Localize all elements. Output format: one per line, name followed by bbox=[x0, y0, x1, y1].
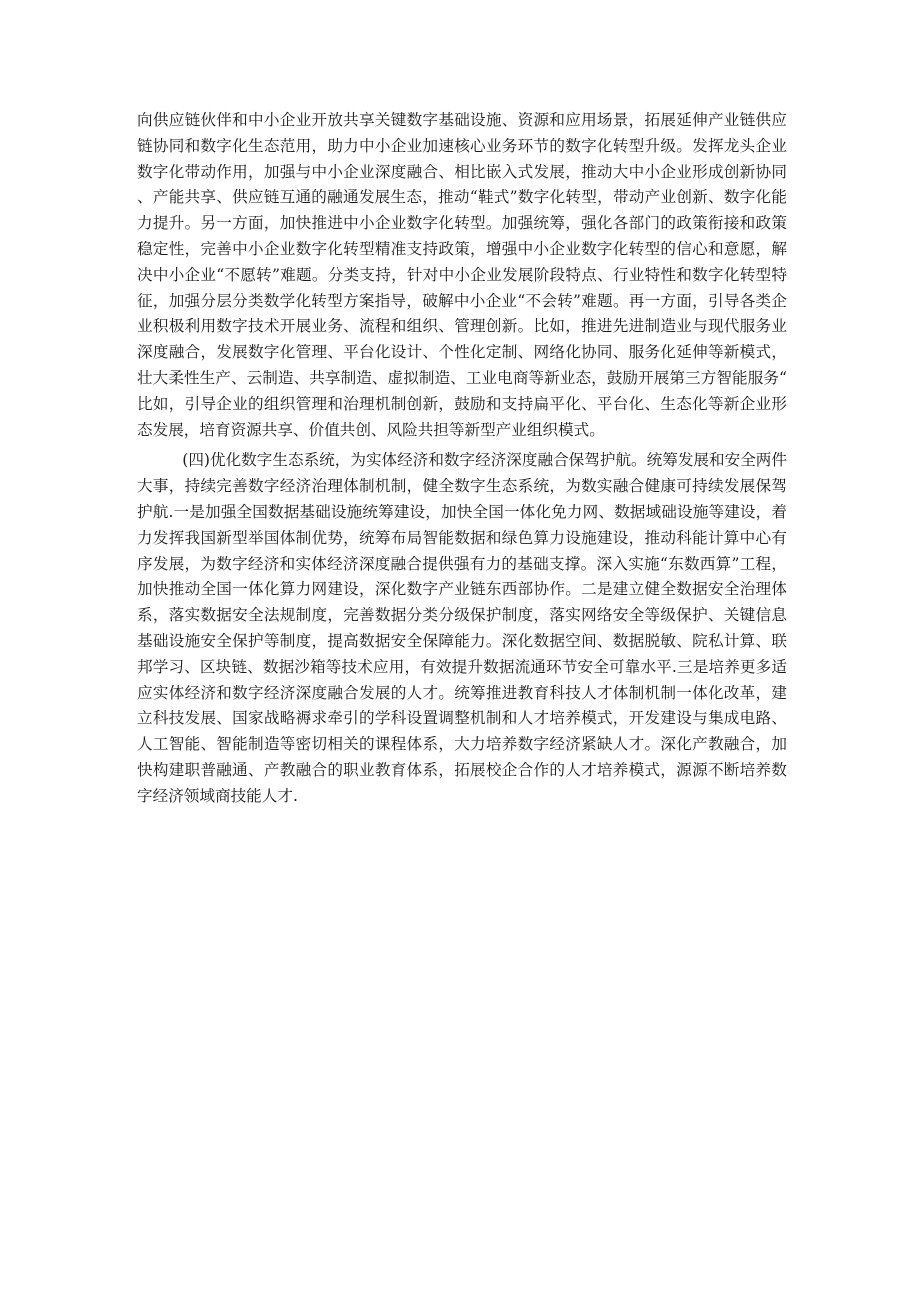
body-paragraph-continued: 向供应链伙伴和中小企业开放共享关键数字基础设施、资源和应用场景，拓展延伸产业链供应链协同和数字化生态范用，助力中小企业加速核心业务环节的数字化转型升级。发挥龙头企业数字化带动作用，加强与中小企业深度融合、相比嵌入式发展，推动大中小企业形成创新协同、产能共享、供应链互通的融通发展生态，推动“鞋式”数字化转型，带动产业创新、数字化能力提升。另一方面，加快推进中小企业数字化转型。加强统筹，强化各部门的政策衔接和政策稳定性，完善中小企业数字化转型精准支持政策，增强中小企业数字化转型的信心和意愿，解决中小企业“不愿转”难题。分类支持，针对中小企业发展阶段特点、行业特性和数字化转型特征，加强分层分类数学化转型方案指导，破解中小企业“不会转”难题。再一方面，引导各类企业积极利用数字技术开展业务、流程和组织、管理创新。比如，推进先进制造业与现代服务业深度融合，发展数字化管理、平台化设计、个性化定制、网络化协同、服务化延伸等新模式，壮大柔性生产、云制造、共享制造、虚拟制造、工业电商等新业态，鼓励开展第三方智能服务“比如，引导企业的组织管理和治理机制创新，鼓励和支持扁平化、平台化、生态化等新企业形态发展，培育资源共享、价值共创、风险共担等新型产业组织模式。 bbox=[137, 111, 787, 439]
body-paragraph-section-four: (四)优化数字生态系统，为实体经济和数字经济深度融合保驾护航。统筹发展和安全两件大事，持续完善数字经济治理体制机制，健全数字生态系统，为数实融合健康可持续发展保驾护航.一是加强全国数据基础设施统筹建设，加快全国一体化免力网、数据域础设施等建设，着力发挥我国新型举国体制优势，统筹布局智能数据和绿色算力设施建设，推动科能计算中心有序发展，为数字经济和实体经济深度融合提供强有力的基础支撑。深入实施“东数西算”工程，加快推动全国一体化算力网建设，深化数字产业链东西部协作。二是建立健全数据安全治理体系，落实数据安全法规制度，完善数据分类分级保护制度，落实网络安全等级保护、关键信息基础设施安全保护等制度，提高数据安全保障能力。深化数据空间、数据脱敏、院私计算、联邦学习、区块链、数据沙箱等技术应用，有效提升数据流通环节安全可靠水平.三是培养更多适应实体经济和数字经济深度融合发展的人才。统筹推进教育科技人才体制机制一体化改革，建立科技发展、国家战略褥求牵引的学科设置调整机制和人才培养模式，开发建设与集成电路、人工智能、智能制造等密切相关的课程体系，大力培养数字经济紧缺人才。深化产教融合，加快构建职普融通、产教融合的职业教育体系，拓展校企合作的人才培养模式，源源不断培养数字经济领域商技能人才. bbox=[137, 451, 787, 805]
document-page bbox=[137, 108, 787, 810]
